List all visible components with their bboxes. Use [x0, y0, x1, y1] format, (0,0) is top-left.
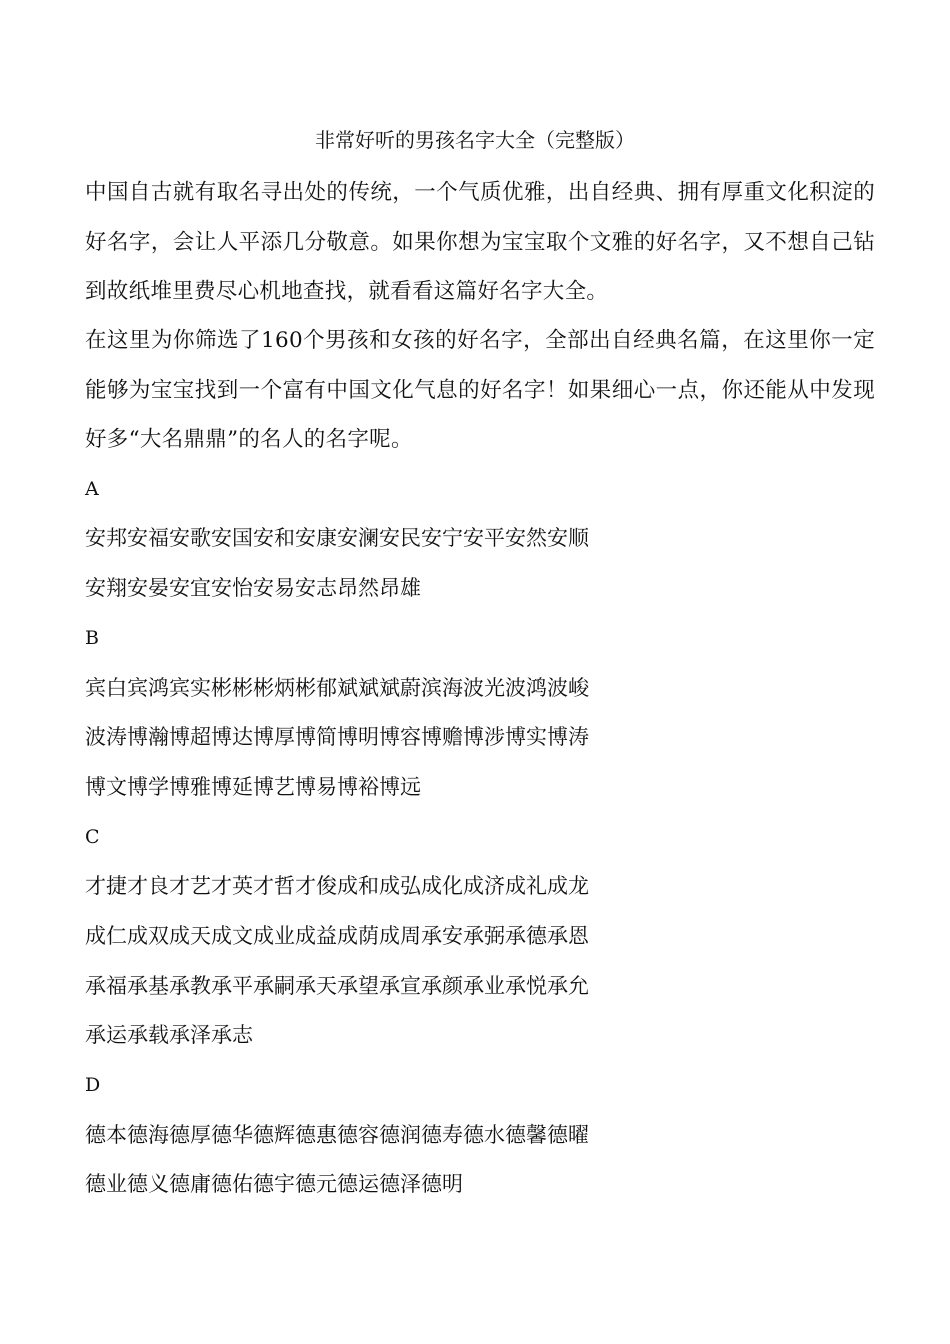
name-list-line: 才捷才良才艺才英才哲才俊成和成弘成化成济成礼成龙 [85, 874, 589, 898]
name-list-line: 安翔安晏安宜安怡安易安志昂然昂雄 [85, 576, 421, 600]
name-list-line: 德本德海德厚德华德辉德惠德容德润德寿德水德馨德曜 [85, 1123, 589, 1147]
section-letter-a: A [85, 478, 99, 500]
section-letter-b: B [85, 627, 99, 649]
name-list-line: 承运承载承泽承志 [85, 1023, 253, 1047]
name-list-line: 安邦安福安歌安国安和安康安澜安民安宁安平安然安顺 [85, 526, 589, 550]
intro-paragraph: 中国自古就有取名寻出处的传统，一个气质优雅，出自经典、拥有厚重文化积淀的好名字，会让人平添几分敬意。如果你想为宝宝取个文雅的好名字，又不想自己钻到故纸堆里费尽心机地查找，就看看这篇好名字大全。 [85, 180, 875, 304]
intro-paragraph: 在这里为你筛选了160个男孩和女孩的好名字，全部出自经典名篇，在这里你一定能够为宝宝找到一个富有中国文化气息的好名字！如果细心一点，你还能从中发现好多“大名鼎鼎”的名人的名字呢。 [85, 328, 875, 452]
name-list-line: 波涛博瀚博超博达博厚博简博明博容博赡博涉博实博涛 [85, 725, 589, 749]
section-letter-c: C [85, 826, 100, 848]
name-list-line: 宾白宾鸿宾实彬彬彬炳彬郁斌斌斌蔚滨海波光波鸿波峻 [85, 676, 589, 700]
name-list-line: 承福承基承教承平承嗣承天承望承宣承颜承业承悦承允 [85, 974, 589, 998]
name-list-line: 博文博学博雅博延博艺博易博裕博远 [85, 775, 421, 799]
section-letter-d: D [85, 1074, 101, 1096]
name-list-line: 德业德义德庸德佑德宇德元德运德泽德明 [85, 1172, 463, 1196]
page-title: 非常好听的男孩名字大全（完整版） [315, 128, 635, 152]
name-list-line: 成仁成双成天成文成业成益成荫成周承安承弼承德承恩 [85, 924, 589, 948]
